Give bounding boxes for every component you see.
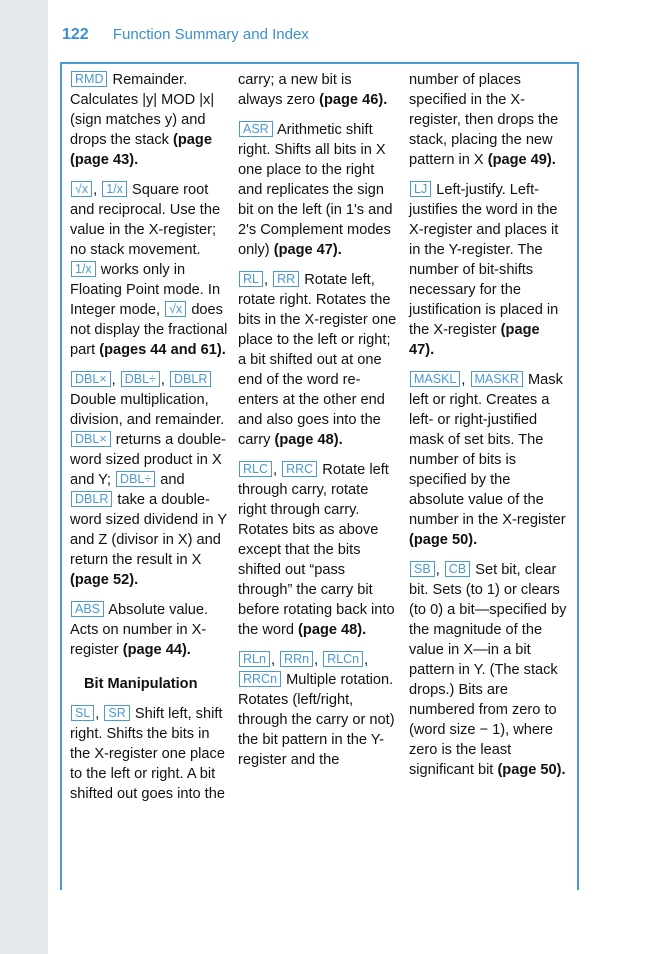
entry-lj: [409, 180, 567, 360]
sb-ref: (page 50).: [497, 762, 566, 778]
key-dbl-mul: DBL×: [71, 371, 111, 387]
mask-description: Mask left or right. Creates a left- or right-justified mask of set bits. The number of bits is specified by the absolute value of the number in the X-register: [409, 372, 566, 528]
key-rmd: RMD: [71, 71, 107, 87]
sl-description: Shift left, shift right. Shifts the bits in the X-register one place to the left or right. A bit shifted out goes into the: [70, 706, 225, 802]
page-title: Function Summary and Index: [112, 26, 309, 43]
key-recip-2: 1/x: [71, 261, 96, 277]
dbl-description-4: take a double-word sized dividend in Y and Z (divisor in X) and return the result in X: [70, 492, 227, 568]
key-recip: 1/x: [102, 181, 127, 197]
entry-dbl: DBL× , DBL÷ , DBLR Double multiplication, division, and remainder. DBL× returns a double-word sized product in X and Y; DBL÷ and DBLR take a double-word sized dividend in Y and Z (divisor in X) and return the result in X (page 52).: [70, 372, 227, 588]
entry-rln: RLn , RRn , RLCn , RRCn Multiple rotation. Rotates (left/right, through the carry or not) the bit pattern in the Y-register and the: [238, 652, 395, 768]
entry-rln-cont: [409, 70, 567, 170]
lj-ref: (page 47).: [409, 322, 540, 358]
entry-mask: MASKL , MASKR Mask left or right. Creates a left- or right-justified mask of set bits. The number of bits is specified by the absolute value of the number in the X-register (page 50).: [409, 372, 566, 548]
entry-sb-cb: SB , CB Set bit, clear bit. Sets (to 1) or clears (to 0) a bit—specified by the magnitude of the value in X—in a bit pattern in Y. (The stack drops.) Bits are numbered from zero to (word size − 1), where zero is the least significant bit (page 50).: [409, 562, 567, 778]
entry-sl-sr: SL , SR Shift left, shift right. Shifts the bits in the X-register one place to the left or right. A bit shifted out goes into the: [70, 706, 225, 802]
page-number: 122: [62, 26, 89, 43]
page-margin-band: [0, 0, 48, 954]
rmd-description: Remainder. Calculates |y| MOD |x| (sign matches y) and drops the stack: [70, 72, 215, 148]
key-rrc: RRC: [282, 461, 317, 477]
rmd-ref: (page 43).: [70, 152, 139, 168]
key-maskl: MASKL: [410, 371, 460, 387]
entry-rl-rr: RL , RR Rotate left, rotate right. Rotates the bits in the X-register one place to the left or right; a bit shifted out at one end of the word re-enters at the other end and also goes into the carry (page 48).: [238, 272, 397, 448]
key-rrn: RRn: [280, 651, 313, 667]
sqrt-ref: (pages 44 and 61).: [99, 342, 226, 358]
key-rrcn: RRCn: [239, 671, 281, 687]
dbl-description-1: Double multiplication, division, and remainder.: [70, 392, 225, 428]
abs-ref: (page 44).: [122, 642, 191, 658]
rln-description: Multiple rotation. Rotates (left/right, through the carry or not) the bit pattern in the Y-register and the: [238, 672, 395, 768]
column-1: [70, 70, 230, 804]
column-3: [409, 70, 567, 780]
entry-sqrt-recip: √x , 1/x Square root and reciprocal. Use the value in the X-register; no stack movement. 1/x works only in Floating Point mode. In Integer mode, √x does not display the fractional part (pages 44 and 61).: [70, 182, 228, 358]
entry-rlc-rrc: RLC , RRC Rotate left through carry, rotate right through carry. Rotates bits as above except that the bits shifted out “pass through” the carry bit before rotating back into the word (page 48).: [238, 462, 395, 638]
key-dbl-div-2: DBL÷: [116, 471, 155, 487]
sqrt-description-2: works only in Floating Point mode. In Integer mode,: [70, 262, 221, 318]
abs-description: Absolute value. Acts on number in X-register: [70, 602, 209, 658]
section-heading-bit-manipulation: Bit Manipulation: [84, 676, 198, 692]
key-lj: LJ: [410, 181, 431, 197]
asr-ref: (page 47).: [273, 242, 342, 258]
key-sqrt-2: √x: [165, 301, 186, 317]
key-rlc: RLC: [239, 461, 272, 477]
sl-ref-word: (page: [319, 92, 359, 108]
key-dbl-div: DBL÷: [121, 371, 160, 387]
column-2: [238, 70, 398, 770]
key-sb: SB: [410, 561, 435, 577]
key-rl: RL: [239, 271, 263, 287]
mask-ref: (page 50).: [409, 532, 478, 548]
key-dblr: DBLR: [170, 371, 211, 387]
key-asr: ASR: [239, 121, 273, 137]
key-sl: SL: [71, 705, 94, 721]
sqrt-description: Square root and reciprocal. Use the value in the X-register; no stack movement.: [70, 182, 221, 258]
entry-abs: [70, 600, 230, 660]
entry-sl-sr-cont: [238, 70, 398, 110]
rlc-ref: (page 48).: [298, 622, 367, 638]
rl-ref-word: (page: [274, 432, 314, 448]
key-sr: SR: [104, 705, 129, 721]
page-header: [62, 26, 309, 44]
key-cb: CB: [445, 561, 470, 577]
sl-ref: 46).: [362, 92, 388, 108]
dbl-description-3: and: [160, 472, 185, 488]
key-maskr: MASKR: [471, 371, 523, 387]
key-rr: RR: [273, 271, 299, 287]
asr-description: Arithmetic shift right. Shifts all bits in X one place to the right and replicates the sign bit on the left (in 1's and 2's Complement modes only): [238, 122, 393, 258]
key-rlcn: RLCn: [323, 651, 363, 667]
entry-rmd: [70, 70, 230, 170]
dbl-description-2: returns a double-word sized product in X and Y;: [70, 432, 227, 488]
rmd-ref-word: (page: [173, 132, 212, 148]
lj-description: Left-justify. Left-justifies the word in the X-register and places it in the Y-register. The number of bit-shifts necessary for the justification is placed in the X-register: [409, 182, 559, 338]
carry-description: carry; a new bit is always zero: [238, 72, 352, 108]
rln-cont-description: number of places specified in the X-register, then drops the stack, placing the new pattern in X: [409, 72, 559, 168]
rln-ref: (page 49).: [487, 152, 556, 168]
rl-description: Rotate left, rotate right. Rotates the bits in the X-register one place to the left or right; a bit shifted out at one end of the word re-enters at the other end and also goes into the carry: [238, 272, 397, 448]
rlc-description: Rotate left through carry, rotate right through carry. Rotates bits as above except that the bits shifted out “pass through” the carry bit before rotating back into the word: [238, 462, 395, 638]
dbl-ref: (page 52).: [70, 572, 139, 588]
sqrt-description-3: does not display the fractional part: [70, 302, 228, 358]
sb-description: Set bit, clear bit. Sets (to 1) or clears (to 0) a bit—specified by the magnitude of the value in X—in a bit pattern in Y. (The stack drops.) Bits are numbered from zero to (word size − 1), where zero is the least significant bit: [409, 562, 567, 778]
rl-ref: 48).: [317, 432, 343, 448]
key-dblr-2: DBLR: [71, 491, 112, 507]
key-rln: RLn: [239, 651, 270, 667]
key-dbl-mul-2: DBL×: [71, 431, 111, 447]
key-abs: ABS: [71, 601, 104, 617]
key-sqrt: √x: [71, 181, 92, 197]
entry-asr: [238, 120, 398, 260]
